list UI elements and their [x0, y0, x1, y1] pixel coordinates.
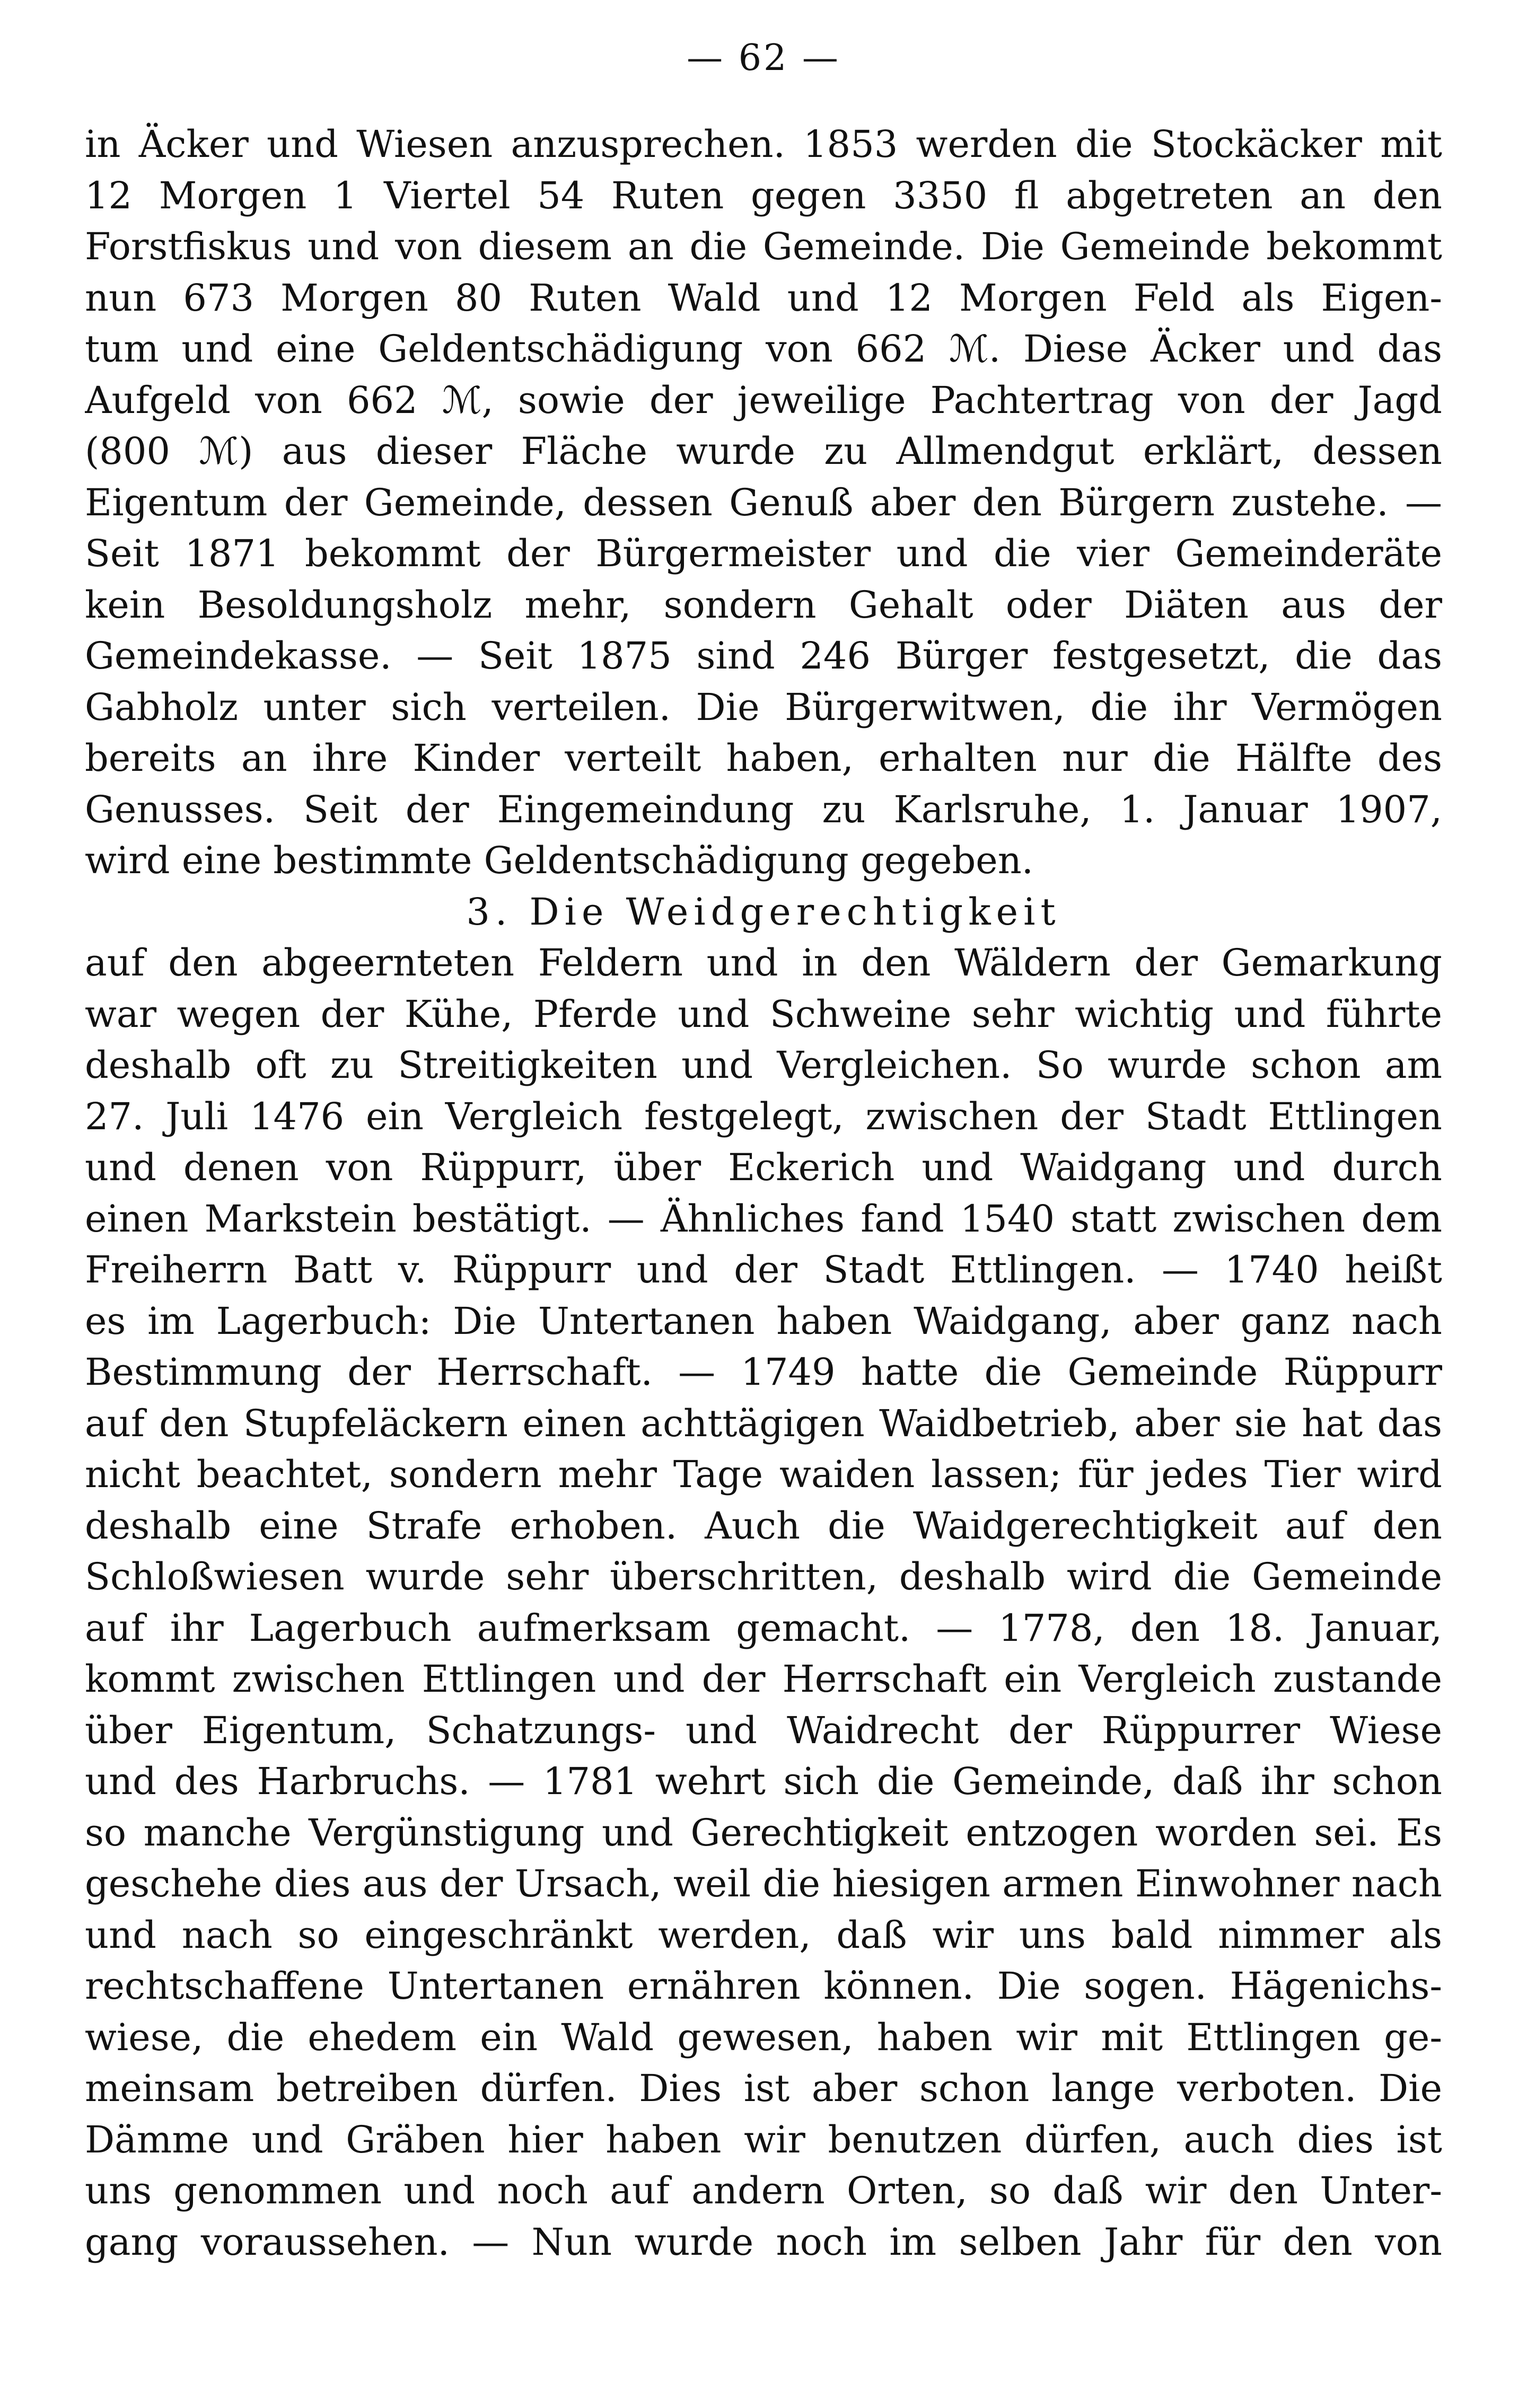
- text-line: war wegen der Kühe, Pferde und Schweine sehr wichtig und führte: [85, 992, 1442, 1036]
- text-line: es im Lagerbuch: Die Untertanen haben Waidgang, aber ganz nach: [85, 1299, 1442, 1343]
- text-line: wiese, die ehedem ein Wald gewesen, haben wir mit Ettlingen ge-: [85, 2015, 1442, 2059]
- page-body: [85, 119, 1442, 2268]
- text-line: uns genommen und noch auf andern Orten, so daß wir den Unter-: [85, 2169, 1442, 2212]
- paragraph-allmendgut: [85, 119, 1442, 886]
- text-line: Dämme und Gräben hier haben wir benutzen dürfen, auch dies ist: [85, 2117, 1442, 2161]
- text-line: über Eigentum, Schatzungs- und Waidrecht der Rüppurrer Wiese: [85, 1708, 1442, 1752]
- text-line: tum und eine Geldentschädigung von 662 ℳ. Diese Äcker und das: [85, 327, 1442, 371]
- text-line: und denen von Rüppurr, über Eckerich und Waidgang und durch: [85, 1146, 1442, 1189]
- text-line: Gabholz unter sich verteilen. Die Bürgerwitwen, die ihr Vermögen: [85, 685, 1442, 729]
- text-line: Forstfiskus und von diesem an die Gemeinde. Die Gemeinde bekommt: [85, 225, 1442, 268]
- text-line: kommt zwischen Ettlingen und der Herrschaft ein Vergleich zustande: [85, 1657, 1442, 1701]
- text-line: Eigentum der Gemeinde, dessen Genuß aber den Bürgern zustehe. —: [85, 480, 1442, 524]
- text-line: auf ihr Lagerbuch aufmerksam gemacht. — 1778, den 18. Januar,: [85, 1606, 1442, 1650]
- text-line: in Äcker und Wiesen anzusprechen. 1853 werden die Stockäcker mit: [85, 122, 1442, 166]
- text-line: bereits an ihre Kinder verteilt haben, erhalten nur die Hälfte des: [85, 736, 1442, 780]
- text-line: nicht beachtet, sondern mehr Tage waiden lassen; für jedes Tier wird: [85, 1453, 1442, 1496]
- text-line: so manche Vergünstigung und Gerechtigkeit entzogen worden sei. Es: [85, 1811, 1442, 1855]
- text-line: einen Markstein bestätigt. — Ähnliches fand 1540 statt zwischen dem: [85, 1197, 1442, 1241]
- page-number: — 62 —: [687, 37, 840, 79]
- text-line: auf den abgeernteten Feldern und in den Wäldern der Gemarkung: [85, 941, 1442, 985]
- text-line: deshalb eine Strafe erhoben. Auch die Waidgerechtigkeit auf den: [85, 1504, 1442, 1548]
- text-line: auf den Stupfeläckern einen achttägigen Waidbetrieb, aber sie hat das: [85, 1401, 1442, 1445]
- text-line: nun 673 Morgen 80 Ruten Wald und 12 Morgen Feld als Eigen-: [85, 276, 1442, 320]
- text-line: Seit 1871 bekommt der Bürgermeister und die vier Gemeinderäte: [85, 532, 1442, 575]
- text-line: deshalb oft zu Streitigkeiten und Vergleichen. So wurde schon am: [85, 1043, 1442, 1087]
- text-line: meinsam betreiben dürfen. Dies ist aber schon lange verboten. Die: [85, 2067, 1442, 2110]
- text-line: kein Besoldungsholz mehr, sondern Gehalt oder Diäten aus der: [85, 583, 1442, 627]
- text-line: Aufgeld von 662 ℳ, sowie der jeweilige Pachtertrag von der Jagd: [85, 378, 1442, 422]
- text-line: (800 ℳ) aus dieser Fläche wurde zu Allmendgut erklärt, dessen: [85, 429, 1442, 473]
- text-line: wird eine bestimmte Geldentschädigung gegeben.: [85, 839, 1034, 882]
- text-line: und des Harbruchs. — 1781 wehrt sich die Gemeinde, daß ihr schon: [85, 1760, 1442, 1803]
- text-line: und nach so eingeschränkt werden, daß wir uns bald nimmer als: [85, 1913, 1442, 1957]
- text-line: Gemeindekasse. — Seit 1875 sind 246 Bürger festgesetzt, die das: [85, 634, 1442, 678]
- text-line: Freiherrn Batt v. Rüppurr und der Stadt Ettlingen. — 1740 heißt: [85, 1248, 1442, 1291]
- text-line: Schloßwiesen wurde sehr überschritten, deshalb wird die Gemeinde: [85, 1555, 1442, 1598]
- text-line: rechtschaffene Untertanen ernähren können. Die sogen. Hägenichs-: [85, 1964, 1442, 2008]
- paragraph-weidgerechtigkeit: [85, 937, 1442, 2268]
- text-line: 12 Morgen 1 Viertel 54 Ruten gegen 3350 fl abgetreten an den: [85, 173, 1442, 217]
- text-line: 27. Juli 1476 ein Vergleich festgelegt, zwischen der Stadt Ettlingen: [85, 1094, 1442, 1138]
- text-line: gang voraussehen. — Nun wurde noch im selben Jahr für den von: [85, 2220, 1442, 2264]
- text-line: Genusses. Seit der Eingemeindung zu Karlsruhe, 1. Januar 1907,: [85, 787, 1442, 831]
- text-line: Bestimmung der Herrschaft. — 1749 hatte die Gemeinde Rüppurr: [85, 1350, 1442, 1394]
- section-heading: 3. Die Weidgerechtigkeit: [466, 890, 1061, 934]
- text-line: geschehe dies aus der Ursach, weil die hiesigen armen Einwohner nach: [85, 1862, 1442, 1905]
